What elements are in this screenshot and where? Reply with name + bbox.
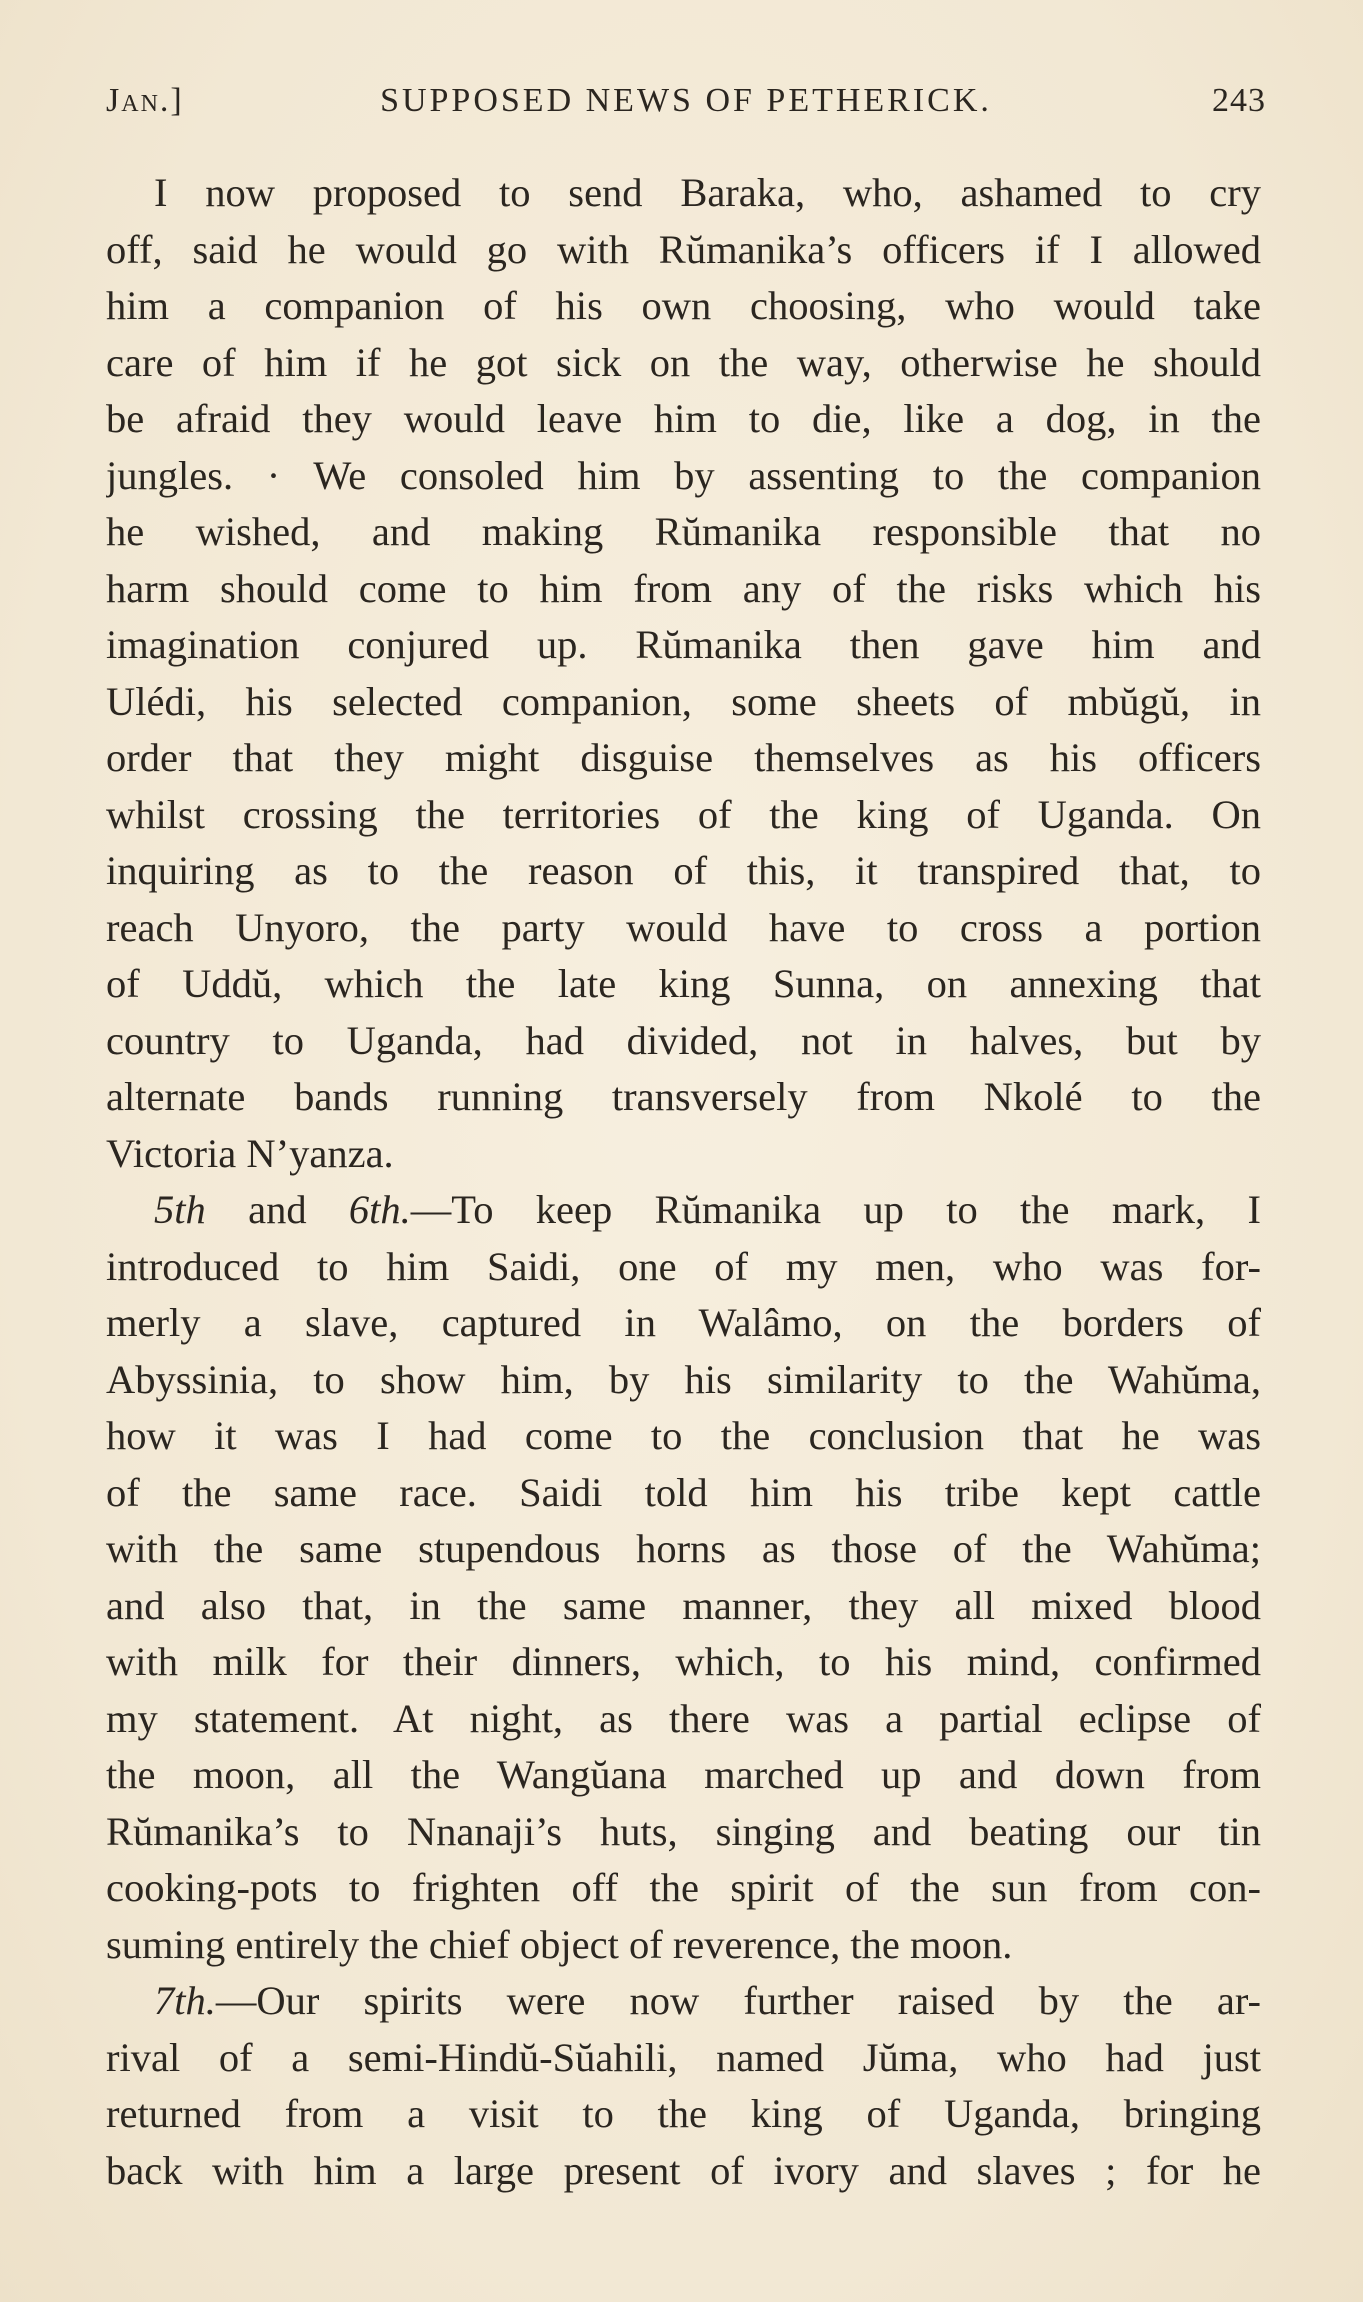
running-head-month: Jan.] — [106, 82, 184, 119]
text-line: whilst crossing the territories of the king of Uganda. On — [106, 791, 1261, 837]
text-line: order that they might disguise themselves as his officers — [106, 735, 1261, 780]
text-line: him a companion of his own choosing, who would take — [106, 283, 1261, 328]
text-line: of Uddŭ, which the late king Sunna, on annexing that — [106, 961, 1261, 1006]
text-line: he wished, and making Rŭmanika responsible that no — [106, 509, 1261, 554]
text-line: suming entirely the chief object of reverence, the moon. — [106, 1921, 1013, 1967]
text-line: imagination conjured up. Rŭmanika then gave him and — [106, 622, 1261, 667]
text-line: be afraid they would leave him to die, like a dog, in the — [106, 396, 1261, 441]
date-label: 5th — [154, 1187, 206, 1232]
text-span: and — [205, 1187, 349, 1232]
text-line — [106, 1973, 1261, 2030]
text-line: off, said he would go with Rŭmanika’s officers if I allowed — [106, 226, 1261, 272]
text-line: my statement. At night, as there was a partial eclipse of — [106, 1695, 1261, 1741]
text-line: harm should come to him from any of the risks which his — [106, 565, 1261, 611]
text-line: alternate bands running transversely from Nkolé to the — [106, 1074, 1261, 1119]
text-line: with the same stupendous horns as those of the Wahŭma; — [106, 1526, 1261, 1571]
text-line: Rŭmanika’s to Nnanaji’s huts, singing and beating our tin — [106, 1808, 1261, 1854]
text-span: —To keep Rŭmanika up to the mark, I — [410, 1187, 1261, 1232]
text-line: back with him a large present of ivory and slaves ; for he — [106, 2147, 1261, 2193]
text-line: Ulédi, his selected companion, some sheets of mbŭgŭ, in — [106, 678, 1261, 724]
text-line: introduced to him Saidi, one of my men, who was for- — [106, 1243, 1261, 1289]
text-line: returned from a visit to the king of Uganda, bringing — [106, 2091, 1261, 2136]
text-line: country to Uganda, had divided, not in halves, but by — [106, 1017, 1261, 1063]
text-line: I now proposed to send Baraka, who, ashamed to cry — [154, 170, 1261, 215]
body-text — [106, 165, 1261, 2199]
text-line: reach Unyoro, the party would have to cross a portion — [106, 904, 1261, 950]
date-label: 6th. — [348, 1187, 411, 1232]
text-line: with milk for their dinners, which, to his mind, confirmed — [106, 1639, 1261, 1684]
text-line: how it was I had come to the conclusion that he was — [106, 1413, 1261, 1458]
text-line: inquiring as to the reason of this, it transpired that, to — [106, 848, 1261, 893]
text-span: —Our spirits were now further raised by the ar- — [215, 1978, 1261, 2023]
page-number: 243 — [1212, 82, 1266, 119]
text-line: Victoria N’yanza. — [106, 1130, 394, 1176]
text-line: rival of a semi-Hindŭ-Sŭahili, named Jŭma, who had just — [106, 2034, 1261, 2080]
text-line: and also that, in the same manner, they all mixed blood — [106, 1582, 1261, 1628]
text-line — [106, 1182, 1261, 1239]
text-line: cooking-pots to frighten off the spirit of the sun from con- — [106, 1865, 1261, 1910]
running-head — [106, 82, 1266, 132]
text-line: of the same race. Saidi told him his tribe kept cattle — [106, 1469, 1261, 1515]
text-line: Abyssinia, to show him, by his similarity to the Wahŭma, — [106, 1356, 1261, 1402]
text-line: the moon, all the Wangŭana marched up and down from — [106, 1752, 1261, 1797]
date-label: 7th. — [154, 1978, 216, 2023]
text-line: jungles. · We consoled him by assenting to the companion — [106, 452, 1261, 498]
text-line: merly a slave, captured in Walâmo, on the borders of — [106, 1300, 1261, 1345]
text-line: care of him if he got sick on the way, otherwise he should — [106, 339, 1261, 385]
running-head-title: SUPPOSED NEWS OF PETHERICK. — [380, 82, 992, 119]
